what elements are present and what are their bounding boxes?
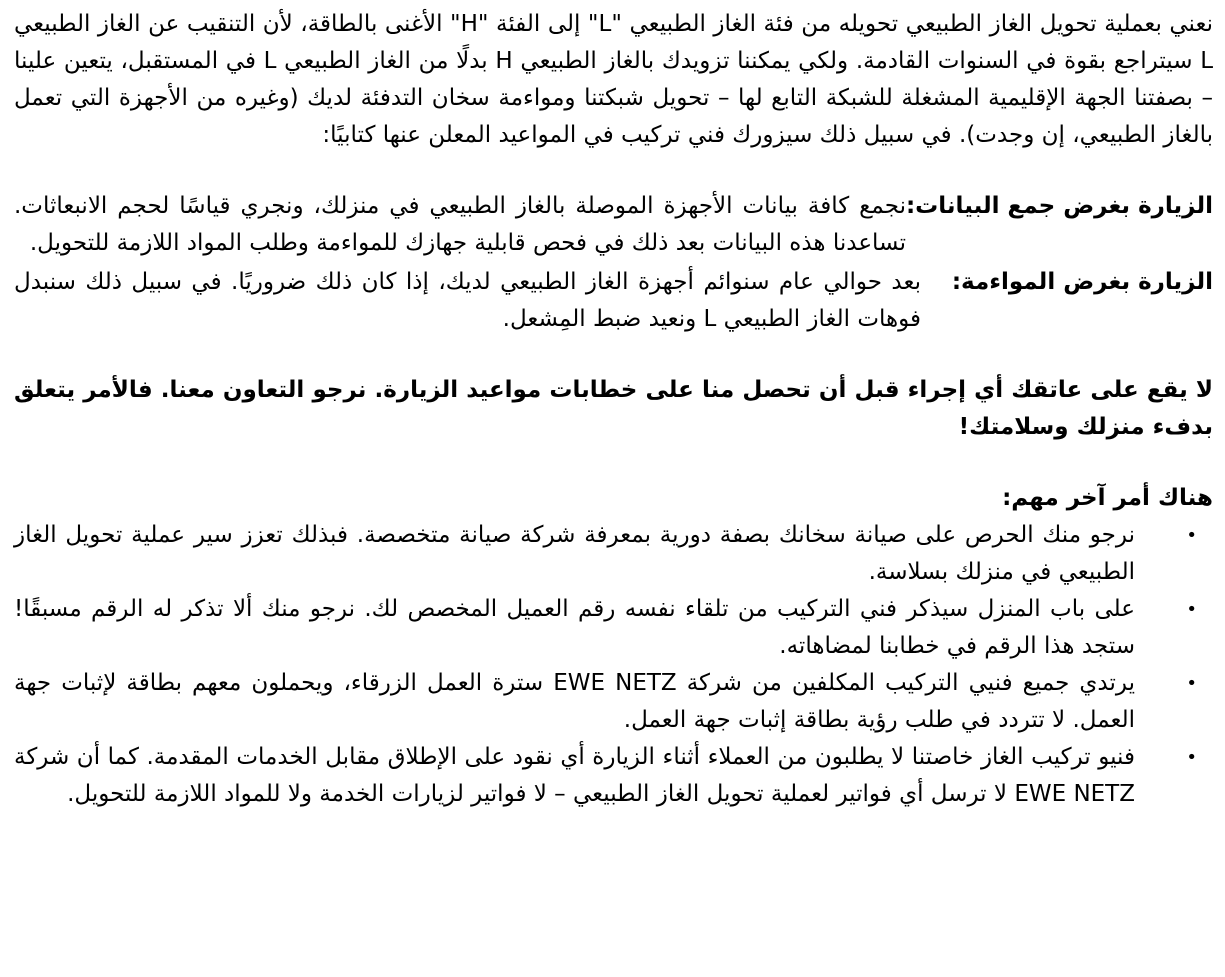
visit-description: نجمع كافة بيانات الأجهزة الموصلة بالغاز الطبيعي في منزلك، ونجري قياسًا لحجم الانبعاثات. تساعدنا هذه البيانات بعد ذلك في فحص قابلية جهازك للمواءمة وطلب المواد اللازمة للتحويل. bbox=[14, 193, 906, 256]
intro-paragraph: نعني بعملية تحويل الغاز الطبيعي تحويله من فئة الغاز الطبيعي "L" إلى الفئة "H" الأغنى بالطاقة، لأن التنقيب عن الغاز الطبيعي L سيتراجع بقوة في السنوات القادمة. ولكي يمكننا تزويدك بالغاز الطبيعي H بدلًا من الغاز الطبيعي L في المستقبل، يتعين علينا – بصفتنا الجهة الإقليمية المشغلة للشبكة التابع لها – تحويل شبكتنا ومواءمة سخان التدفئة لديك (وغيره من الأجهزة التي تعمل بالغاز الطبيعي، إن وجدت). في سبيل ذلك سيزورك فني تركيب في المواعيد المعلن عنها كتابيًا: bbox=[14, 11, 1214, 148]
visit-label: الزيارة بغرض جمع البيانات: bbox=[905, 193, 1213, 219]
notice-paragraph: لا يقع على عاتقك أي إجراء قبل أن تحصل منا على خطابات مواعيد الزيارة. نرجو التعاون معنا. فالأمر يتعلق بدفء منزلك وسلامتك! bbox=[14, 377, 1213, 440]
list-item bbox=[14, 517, 1197, 591]
important-list bbox=[14, 517, 1213, 813]
document-page bbox=[0, 6, 1225, 977]
list-item bbox=[14, 739, 1197, 813]
visit-label: الزيارة بغرض المواءمة: bbox=[951, 269, 1213, 295]
bullet-icon: • bbox=[1186, 599, 1197, 620]
list-item-text: يرتدي جميع فنيي التركيب المكلفين من شركة EWE NETZ سترة العمل الزرقاء، ويحملون معهم بطاقة لإثبات جهة العمل. لا تتردد في طلب رؤية بطاقة إثبات جهة العمل. bbox=[14, 670, 1135, 733]
visit-description: بعد حوالي عام سنوائم أجهزة الغاز الطبيعي لديك، إذا كان ذلك ضروريًا. في سبيل ذلك سنبدل فوهات الغاز الطبيعي L ونعيد ضبط المِشعل. bbox=[14, 269, 921, 332]
bullet-icon: • bbox=[1186, 525, 1197, 546]
list-item-text: نرجو منك الحرص على صيانة سخانك بصفة دورية بمعرفة شركة صيانة متخصصة. فبذلك تعزز سير عملية تحويل الغاز الطبيعي في منزلك بسلاسة. bbox=[14, 522, 1135, 585]
list-item-text: على باب المنزل سيذكر فني التركيب من تلقاء نفسه رقم العميل المخصص لك. نرجو منك ألا تذكر له الرقم مسبقًا! ستجد هذا الرقم في خطابنا لمضاهاته. bbox=[14, 596, 1135, 659]
list-item bbox=[14, 591, 1197, 665]
bullet-icon: • bbox=[1186, 747, 1197, 768]
visit-adaptation bbox=[14, 264, 1213, 338]
visit-list bbox=[14, 188, 1213, 338]
visit-data-collection bbox=[14, 188, 1213, 262]
list-item-text: فنيو تركيب الغاز خاصتنا لا يطلبون من العملاء أثناء الزيارة أي نقود على الإطلاق مقابل الخدمات المقدمة. كما أن شركة EWE NETZ لا ترسل أي فواتير لعملية تحويل الغاز الطبيعي – لا فواتير لزيارات الخدمة ولا للمواد اللازمة للتحويل. bbox=[14, 744, 1135, 807]
important-heading: هناك أمر آخر مهم: bbox=[1002, 485, 1213, 511]
bullet-icon: • bbox=[1186, 673, 1197, 694]
list-item bbox=[14, 665, 1197, 739]
